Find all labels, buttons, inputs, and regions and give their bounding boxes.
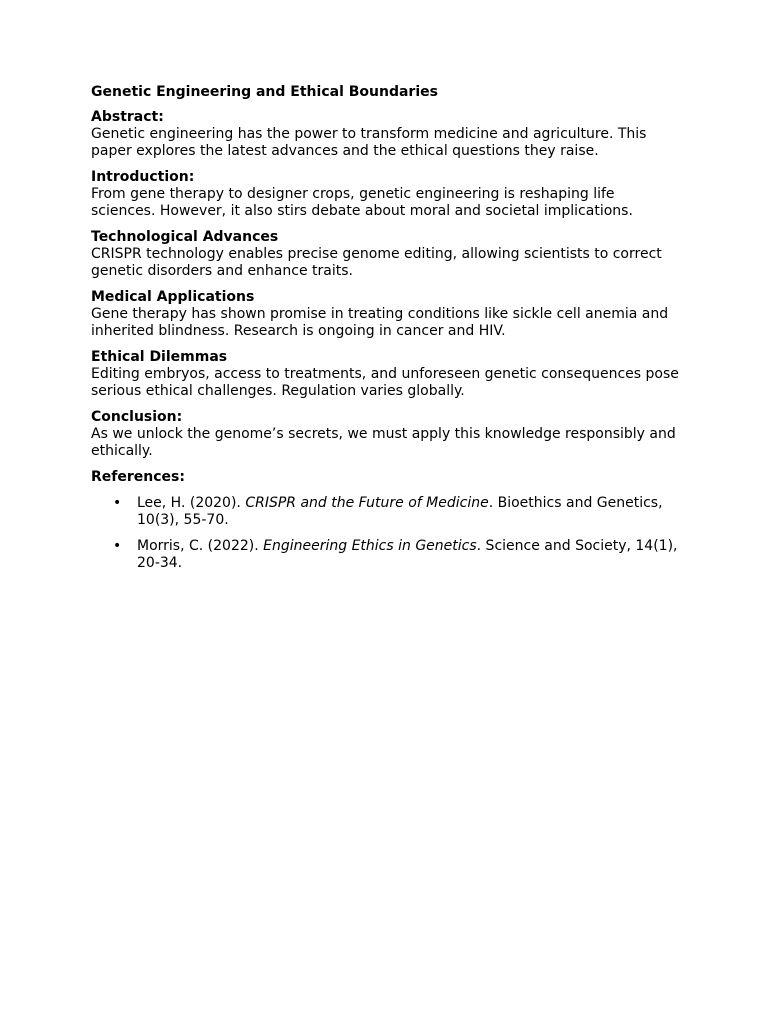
section-heading: Introduction:	[91, 169, 195, 185]
section-body: Genetic engineering has the power to transform medicine and agriculture. This paper explores the latest advances and the ethical questions they raise.	[91, 126, 647, 159]
section-heading: Medical Applications	[91, 289, 255, 305]
reference-prefix: Lee, H. (2020).	[137, 495, 246, 511]
paper-page	[91, 84, 681, 581]
bullet-icon: •	[113, 495, 122, 511]
section-introduction	[91, 169, 681, 220]
reference-prefix: Morris, C. (2022).	[137, 538, 264, 554]
section-conclusion	[91, 409, 681, 460]
reference-item	[91, 495, 681, 529]
reference-suffix: . Science and Society, 14(1), 20-34.	[137, 538, 678, 571]
section-body: CRISPR technology enables precise genome editing, allowing scientists to correct genetic disorders and enhance traits.	[91, 246, 662, 279]
reference-item	[91, 538, 681, 572]
references-list	[91, 495, 681, 572]
section-heading: Conclusion:	[91, 409, 183, 425]
section-body: Editing embryos, access to treatments, and unforeseen genetic consequences pose serious ethical challenges. Regulation varies globally.	[91, 366, 679, 399]
section-body: Gene therapy has shown promise in treating conditions like sickle cell anemia and inherited blindness. Research is ongoing in cancer and HIV.	[91, 306, 669, 339]
section-abstract	[91, 109, 681, 160]
section-body: From gene therapy to designer crops, genetic engineering is reshaping life sciences. However, it also stirs debate about moral and societal implications.	[91, 186, 633, 219]
reference-suffix: . Bioethics and Genetics, 10(3), 55-70.	[137, 495, 663, 528]
references-heading: References:	[91, 469, 185, 485]
section-technological-advances	[91, 229, 681, 280]
section-heading: Technological Advances	[91, 229, 279, 245]
section-heading: Ethical Dilemmas	[91, 349, 228, 365]
reference-title: Engineering Ethics in Genetics	[263, 538, 477, 554]
section-ethical-dilemmas	[91, 349, 681, 400]
section-heading: Abstract:	[91, 109, 164, 125]
paper-title: Genetic Engineering and Ethical Boundaries	[91, 84, 438, 100]
section-body: As we unlock the genome’s secrets, we must apply this knowledge responsibly and ethically.	[91, 426, 676, 459]
bullet-icon: •	[113, 538, 122, 554]
reference-title: CRISPR and the Future of Medicine	[245, 495, 489, 511]
section-medical-applications	[91, 289, 681, 340]
